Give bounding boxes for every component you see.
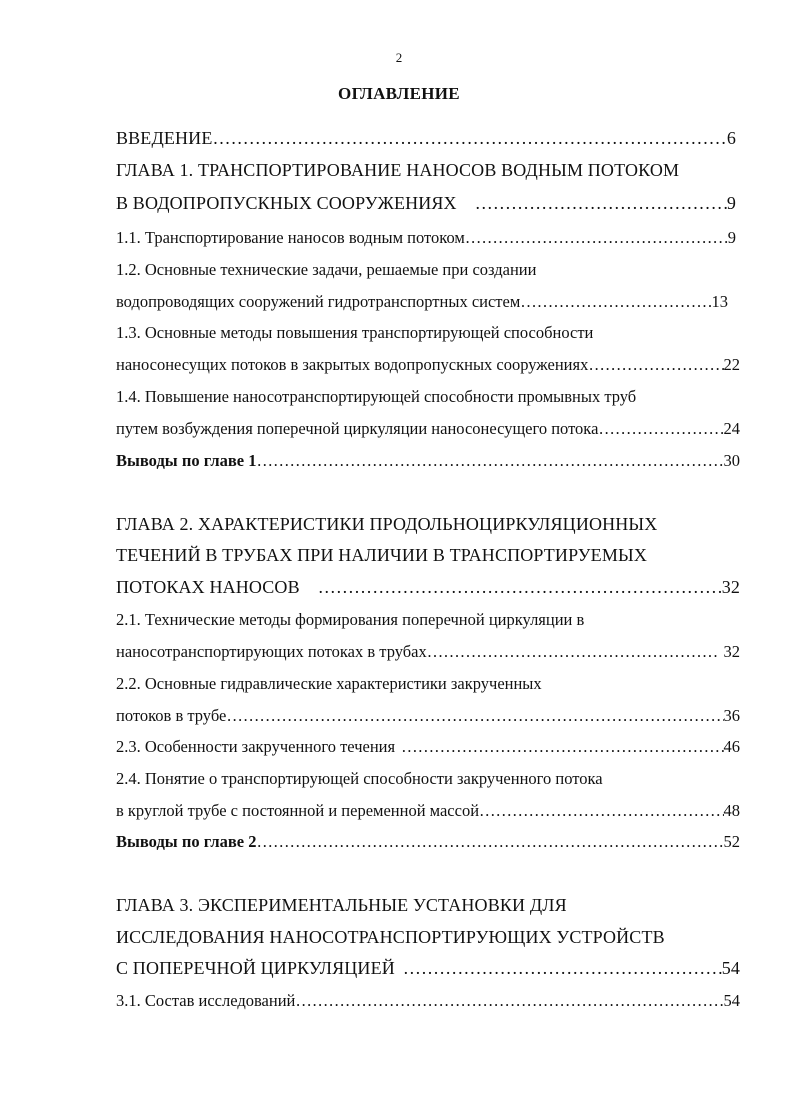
toc-page: 6 xyxy=(726,128,736,148)
toc-entry-text: потоков в трубе xyxy=(116,706,227,725)
toc-chapter-3 xyxy=(116,958,740,979)
toc-section-1-3 xyxy=(116,355,740,375)
toc-entry-text: наносонесущих потоков в закрытых водопропускных сооружениях xyxy=(116,355,589,374)
toc-chapter-1-heading: ГЛАВА 1. ТРАНСПОРТИРОВАНИЕ НАНОСОВ ВОДНЫМ ПОТОКОМ xyxy=(116,160,680,180)
dot-leader xyxy=(226,706,723,726)
toc-section-2-4 xyxy=(116,801,740,821)
toc-section-1-2 xyxy=(116,292,728,312)
toc-section-1-3-heading: 1.3. Основные методы повышения транспортирующей способности xyxy=(116,323,594,342)
toc-chapter-2-heading-line-1: ГЛАВА 2. ХАРАКТЕРИСТИКИ ПРОДОЛЬНОЦИРКУЛЯЦИОННЫХ xyxy=(116,514,658,534)
dot-leader xyxy=(256,451,723,471)
toc-chapter-3-heading-line-2: ИССЛЕДОВАНИЯ НАНОСОТРАНСПОРТИРУЮЩИХ УСТРОЙСТВ xyxy=(116,927,665,947)
dot-leader xyxy=(256,832,723,852)
toc-page: 32 xyxy=(723,642,740,661)
toc-chapter-3-heading-line-1: ГЛАВА 3. ЭКСПЕРИМЕНТАЛЬНЫЕ УСТАНОВКИ ДЛЯ xyxy=(116,895,567,915)
toc-chapter-2 xyxy=(116,577,740,598)
toc-entry-text: Выводы по главе 2 xyxy=(116,832,257,851)
dot-leader xyxy=(479,801,723,821)
toc-chapter-1 xyxy=(116,193,736,214)
toc-section-2-1-heading: 2.1. Технические методы формирования поперечной циркуляции в xyxy=(116,610,585,629)
dot-leader xyxy=(212,128,726,149)
toc-section-1-1 xyxy=(116,228,736,248)
toc-conclusions-1 xyxy=(116,451,740,471)
dot-leader xyxy=(588,355,723,375)
toc-entry-text: С ПОПЕРЕЧНОЙ ЦИРКУЛЯЦИЕЙ xyxy=(116,958,395,978)
toc-page: 52 xyxy=(723,832,740,851)
toc-page: 13 xyxy=(711,292,728,311)
dot-leader xyxy=(475,193,727,214)
toc-section-1-4 xyxy=(116,419,740,439)
dot-leader xyxy=(427,642,718,662)
toc-section-2-2-heading: 2.2. Основные гидравлические характеристики закрученных xyxy=(116,674,542,693)
toc-conclusions-2 xyxy=(116,832,740,852)
dot-leader xyxy=(401,737,723,757)
toc-section-2-4-heading: 2.4. Понятие о транспортирующей способности закрученного потока xyxy=(116,769,603,788)
dot-leader xyxy=(465,228,728,248)
toc-entry-text: ПОТОКАХ НАНОСОВ xyxy=(116,577,300,597)
toc-entry-text: Выводы по главе 1 xyxy=(116,451,257,470)
dot-leader xyxy=(403,958,722,979)
dot-leader xyxy=(295,991,723,1011)
toc-entry-text: 2.3. Особенности закрученного течения xyxy=(116,737,396,756)
toc-entry-text: ВВЕДЕНИЕ xyxy=(116,128,213,148)
toc-page: 54 xyxy=(723,991,740,1010)
toc-entry-text: наносотранспортирующих потоках в трубах xyxy=(116,642,427,661)
toc-title: ОГЛАВЛЕНИЕ xyxy=(338,84,460,103)
dot-leader xyxy=(598,419,723,439)
dot-leader xyxy=(318,577,722,598)
toc-entry-text: в круглой трубе с постоянной и переменной массой xyxy=(116,801,480,820)
toc-chapter-2-heading-line-2: ТЕЧЕНИЙ В ТРУБАХ ПРИ НАЛИЧИИ В ТРАНСПОРТИРУЕМЫХ xyxy=(116,545,647,565)
toc-page: 9 xyxy=(727,228,736,247)
toc-section-1-2-heading: 1.2. Основные технические задачи, решаемые при создании xyxy=(116,260,537,279)
page-number: 2 xyxy=(395,50,403,65)
toc-page: 9 xyxy=(726,193,736,213)
toc-page: 24 xyxy=(723,419,740,438)
toc-page: 54 xyxy=(721,958,740,978)
toc-section-2-1 xyxy=(116,642,740,662)
toc-section-2-2 xyxy=(116,706,740,726)
toc-entry-text: водопроводящих сооружений гидротранспортных систем xyxy=(116,292,521,311)
toc-page: 30 xyxy=(723,451,740,470)
toc-page: 46 xyxy=(723,737,740,756)
toc-page: 48 xyxy=(723,801,740,820)
toc-entry-introduction xyxy=(116,128,736,149)
toc-page: 22 xyxy=(723,355,740,374)
toc-entry-text: В ВОДОПРОПУСКНЫХ СООРУЖЕНИЯХ xyxy=(116,193,457,213)
toc-entry-text: путем возбуждения поперечной циркуляции наносонесущего потока xyxy=(116,419,599,438)
dot-leader xyxy=(520,292,711,312)
toc-entry-text: 3.1. Состав исследований xyxy=(116,991,296,1010)
toc-entry-text: 1.1. Транспортирование наносов водным потоком xyxy=(116,228,465,247)
toc-page: 32 xyxy=(721,577,740,597)
toc-section-2-3 xyxy=(116,737,740,757)
toc-section-1-4-heading: 1.4. Повышение наносотранспортирующей способности промывных труб xyxy=(116,387,637,406)
toc-page: 36 xyxy=(723,706,740,725)
toc-section-3-1 xyxy=(116,991,740,1011)
